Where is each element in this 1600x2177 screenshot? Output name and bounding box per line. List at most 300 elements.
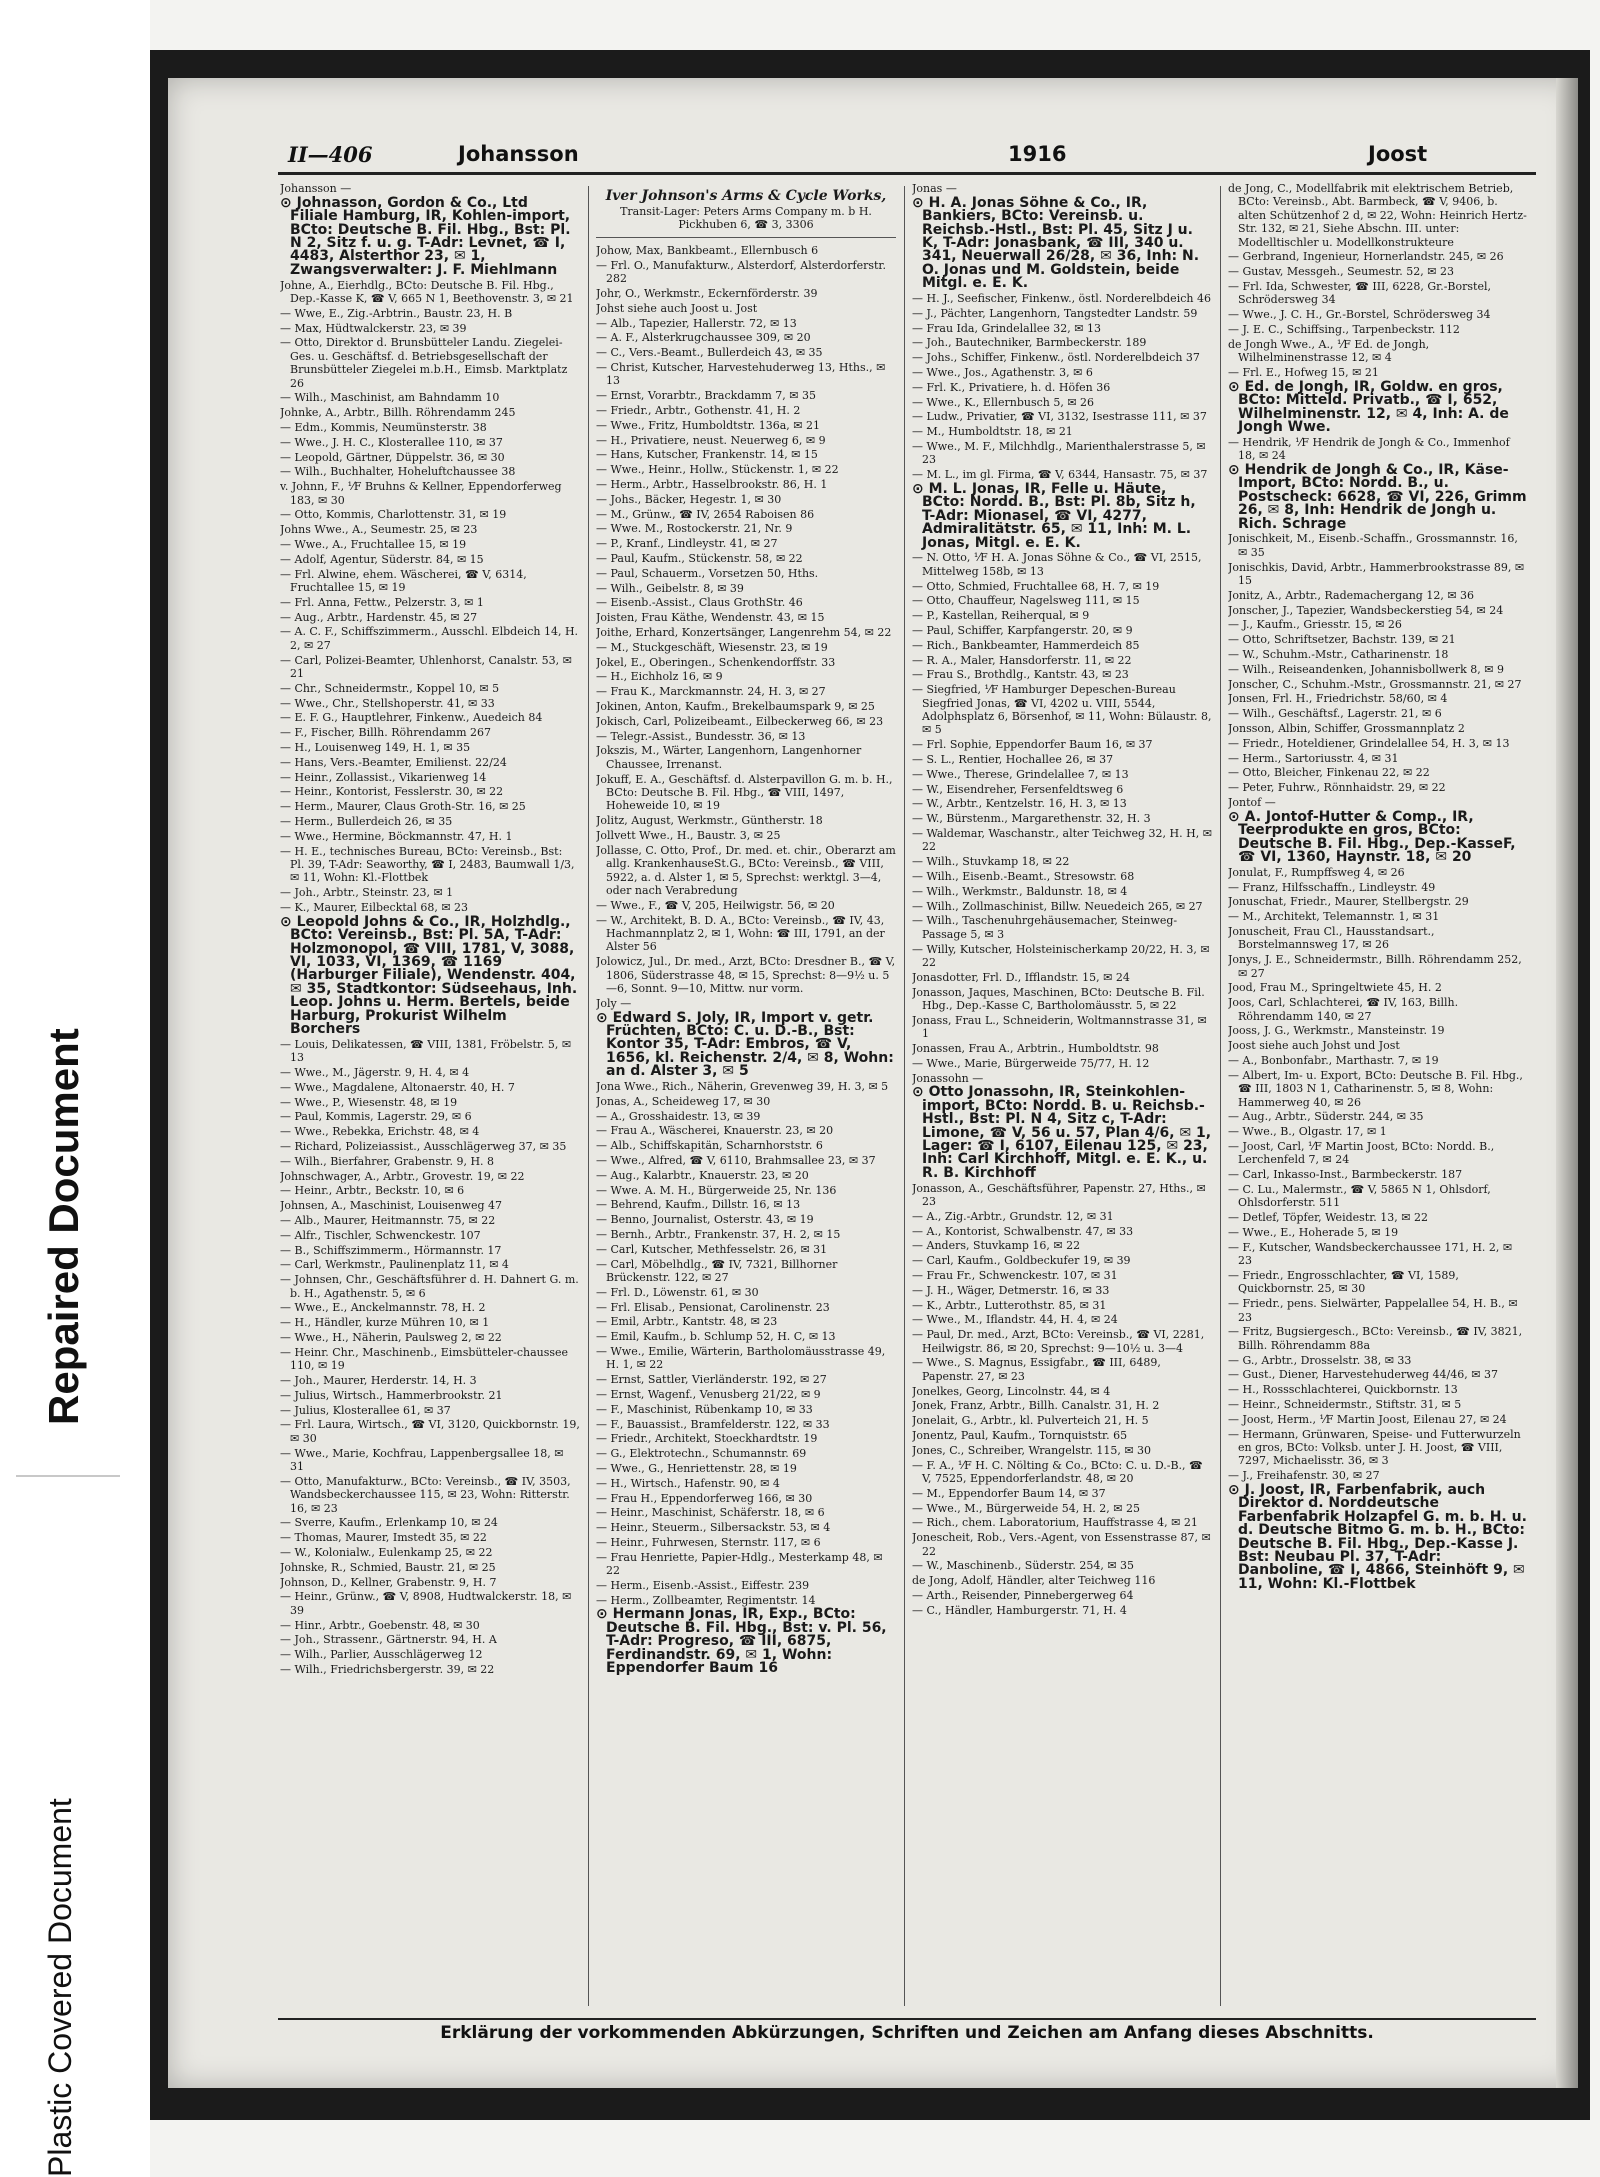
directory-entry: — Wwe., Fritz, Humboldtstr. 136a, ✉ 21 [596, 418, 820, 432]
directory-entry: Jonassohn — [912, 1071, 984, 1085]
directory-entry: — Julius, Klosterallee 61, ✉ 37 [280, 1403, 451, 1417]
directory-entry: — Gustav, Messgeh., Seumestr. 52, ✉ 23 [1228, 265, 1454, 279]
repaired-document-label: Repaired Document [40, 1028, 87, 1425]
directory-entry: Jonek, Franz, Arbtr., Billh. Canalstr. 31, H. 2 [912, 1399, 1160, 1413]
directory-entry: — J. H., Wäger, Detmerstr. 16, ✉ 33 [912, 1283, 1110, 1297]
plastic-word: Plastic [42, 2082, 78, 2177]
directory-entry: ⊙ Hendrik de Jongh & Co., IR, Käse-Import, BCto: Nordd. B., u. Postscheck: 6628, ☎ VI, 226, Grimm 26, ✉ 8, Inh: Hendrik de Jongh u. Rich. Schrage [1228, 462, 1527, 532]
directory-entry: — Frl. D., Löwenstr. 61, ✉ 30 [596, 1285, 759, 1299]
directory-entry: ⊙ Hermann Jonas, IR, Exp., BCto: Deutsche B. Fil. Hbg., Bst: v. Pl. 56, T-Adr: Progreso, ☎ III, 6875, Ferdinandstr. 69, ✉ 1, Wohn: Eppendorfer Baum 16 [596, 1606, 887, 1677]
directory-entry: — Hans, Vers.-Beamter, Emilienst. 22/24 [280, 755, 507, 769]
directory-entry: — G., Elektrotechn., Schumannstr. 69 [596, 1447, 807, 1461]
directory-entry: — Wwe., G., Henriettenstr. 28, ✉ 19 [596, 1461, 797, 1475]
directory-entry: — Wilh., Buchhalter, Hoheluftchaussee 38 [280, 465, 516, 479]
directory-entry: — Wilh., Geibelstr. 8, ✉ 39 [596, 581, 744, 595]
column-separator [588, 186, 589, 2006]
directory-entry: Jonasson, A., Geschäftsführer, Papenstr. 27, Hths., ✉ 23 [912, 1181, 1206, 1209]
directory-entry: — Franz, Hilfsschaffn., Lindleystr. 49 [1228, 880, 1436, 894]
directory-entry: Johne, A., Eierhdlg., BCto: Deutsche B. Fil. Hbg., Dep.-Kasse K, ☎ V, 665 N 1, Beethovenstr. 3, ✉ 21 [280, 278, 574, 306]
directory-entry: Jooss, J. G., Werkmstr., Mansteinstr. 19 [1228, 1024, 1445, 1038]
directory-entry: — F. A., ⅟F H. C. Nölting & Co., BCto: C. u. D.-B., ☎ V, 7525, Eppendorferlandstr. 48, ✉ 20 [912, 1458, 1203, 1485]
directory-entry: — H., Händler, kurze Mühren 10, ✉ 1 [280, 1316, 490, 1330]
directory-entry: — Wwe., Chr., Stellshoperstr. 41, ✉ 33 [280, 696, 495, 710]
directory-entry: — Aug., Arbtr., Hardenstr. 45, ✉ 27 [280, 610, 478, 624]
directory-entry: — Joh., Strassenr., Gärtnerstr. 94, H. A [280, 1633, 497, 1647]
directory-entry: — Wwe., Alfred, ☎ V, 6110, Brahmsallee 23, ✉ 37 [596, 1153, 876, 1167]
directory-entry: — Heinr., Steuerm., Silbersackstr. 53, ✉ 4 [596, 1521, 831, 1535]
directory-entry: — Wwe., B., Olgastr. 17, ✉ 1 [1228, 1125, 1387, 1139]
directory-entry: — Wwe., S. Magnus, Essigfabr., ☎ III, 6489, Papenstr. 27, ✉ 23 [912, 1356, 1161, 1383]
directory-entry: — Wwe., Magdalene, Altonaerstr. 40, H. 7 [280, 1080, 515, 1094]
directory-entry: — M., Architekt, Telemannstr. 1, ✉ 31 [1228, 910, 1440, 924]
directory-entry: — Behrend, Kaufm., Dillstr. 16, ✉ 13 [596, 1198, 801, 1212]
directory-entry: — Fritz, Bugsiergesch., BCto: Vereinsb., ☎ IV, 3821, Billh. Röhrendamm 88a [1228, 1325, 1523, 1352]
directory-entry: — F., Fischer, Billh. Röhrendamm 267 [280, 726, 492, 740]
directory-entry: — Paul, Dr. med., Arzt, BCto: Vereinsb., ☎ VI, 2281, Heilwigstr. 86, ✉ 20, Sprechst: 9—10½ u. 3—4 [912, 1328, 1205, 1355]
directory-entry: — Carl, Kutscher, Methfesselstr. 26, ✉ 31 [596, 1242, 828, 1256]
directory-entry: — Wwe., M., Bürgerweide 54, H. 2, ✉ 25 [912, 1501, 1140, 1515]
directory-entry: — W., Arbtr., Kentzelstr. 16, H. 3, ✉ 13 [912, 797, 1127, 811]
directory-entry: — J., Kaufm., Griesstr. 15, ✉ 26 [1228, 618, 1402, 632]
directory-entry: Jokuff, E. A., Geschäftsf. d. Alsterpavillon G. m. b. H., BCto: Deutsche B. Fil. Hbg., ☎ VIII, 1497, Hoheweide 10, ✉ 19 [596, 772, 893, 813]
directory-entry: — W., Maschinenb., Süderstr. 254, ✉ 35 [912, 1559, 1135, 1573]
directory-entry: — Wilh., Geschäftsf., Lagerstr. 21, ✉ 6 [1228, 707, 1442, 721]
directory-entry: — Chr., Schneidermstr., Koppel 10, ✉ 5 [280, 681, 500, 695]
directory-entry: ⊙ Edward S. Joly, IR, Import v. getr. Früchten, BCto: C. u. D.-B., Bst: Kontor 35, T-Adr: Embros, ☎ V, 1656, kl. Reichenstr. 2/4, ✉ 8, Wohn: an d. Alster 3, ✉ 5 [596, 1009, 894, 1080]
directory-entry: — K., Maurer, Eilbecktal 68, ✉ 23 [280, 900, 469, 914]
directory-entry: — Wwe., Therese, Grindelallee 7, ✉ 13 [912, 767, 1129, 781]
directory-entry: — M. L., im gl. Firma, ☎ V, 6344, Hansastr. 75, ✉ 37 [912, 468, 1208, 482]
directory-entry: — Wilh., Maschinist, am Bahndamm 10 [280, 391, 500, 405]
directory-entry: v. Johnn, F., ⅟F Bruhns & Kellner, Eppendorferweg 183, ✉ 30 [280, 480, 562, 507]
directory-entry: — Willy, Kutscher, Holsteinischerkamp 20/22, H. 3, ✉ 22 [912, 942, 1210, 969]
directory-entry: — Frau Fr., Schwenckestr. 107, ✉ 31 [912, 1269, 1118, 1283]
directory-entry: — Johs., Bäcker, Hegestr. 1, ✉ 30 [596, 492, 782, 506]
directory-entry: — Heinr., Schneidermstr., Stiftstr. 31, ✉ 5 [1228, 1398, 1462, 1412]
directory-entry: — P., Kastellan, Reiherqual, ✉ 9 [912, 609, 1090, 623]
directory-columns [280, 182, 1535, 2014]
directory-entry: Johow, Max, Bankbeamt., Ellernbusch 6 [596, 244, 819, 257]
directory-entry: Jonassen, Frau A., Arbtrin., Humboldtstr. 98 [912, 1042, 1159, 1055]
directory-entry: Jonys, J. E., Schneidermstr., Billh. Röhrendamm 252, ✉ 27 [1228, 953, 1522, 980]
directory-entry: — Joh., Bautechniker, Barmbeckerstr. 189 [912, 336, 1147, 350]
directory-entry: — R. A., Maler, Hansdorferstr. 11, ✉ 22 [912, 653, 1132, 667]
directory-entry: — H., Eichholz 16, ✉ 9 [596, 670, 723, 684]
directory-entry: — Wwe., K., Ellernbusch 5, ✉ 26 [912, 395, 1095, 409]
directory-entry: — Wwe., E., Hoherade 5, ✉ 19 [1228, 1226, 1399, 1240]
column-separator [1220, 186, 1221, 2006]
directory-entry: — Wilh., Friedrichsbergerstr. 39, ✉ 22 [280, 1662, 495, 1676]
directory-entry: — Carl, Werkmstr., Paulinenplatz 11, ✉ 4 [280, 1258, 509, 1272]
directory-entry: — Wilh., Parlier, Ausschlägerweg 12 [280, 1648, 483, 1662]
directory-entry: — Eisenb.-Assist., Claus GrothStr. 46 [596, 596, 803, 610]
directory-entry: ⊙ Johnasson, Gordon & Co., Ltd Filiale Hamburg, IR, Kohlen-import, BCto: Deutsche B. Fil. Hbg., Bst: Pl. N 2, Sitz f. u. g. T-Adr: Levnet, ☎ I, 4483, Alsterthor 23, ✉ 1, Zwangsverwalter: J. F. Miehlmann [280, 194, 571, 278]
directory-entry: — Thomas, Maurer, Imstedt 35, ✉ 22 [280, 1531, 487, 1545]
directory-entry: — Hans, Kutscher, Frankenstr. 14, ✉ 15 [596, 448, 818, 462]
directory-entry: Jonischkeit, M., Eisenb.-Schaffn., Grossmannstr. 16, ✉ 35 [1228, 532, 1518, 559]
directory-entry: — Frl. Anna, Fettw., Pelzerstr. 3, ✉ 1 [280, 595, 484, 609]
directory-entry: — W., Kolonialw., Eulenkamp 25, ✉ 22 [280, 1545, 493, 1559]
directory-entry: — Wwe., P., Wiesenstr. 48, ✉ 19 [280, 1095, 458, 1109]
directory-entry: — Gust., Diener, Harvestehuderweg 44/46, ✉ 37 [1228, 1368, 1498, 1382]
directory-entry: Jonsson, Albin, Schiffer, Grossmannplatz 2 [1228, 722, 1465, 736]
directory-entry: — Otto, Chauffeur, Nagelsweg 111, ✉ 15 [912, 594, 1140, 608]
directory-entry: Jonescheit, Rob., Vers.-Agent, von Essenstrasse 87, ✉ 22 [912, 1531, 1211, 1558]
directory-entry: — Herm., Zollbeamter, Regimentstr. 14 [596, 1593, 816, 1607]
directory-entry: — B., Schiffszimmerm., Hörmannstr. 17 [280, 1243, 502, 1257]
directory-entry: — Wwe., Heinr., Hollw., Stückenstr. 1, ✉ 22 [596, 463, 839, 477]
directory-entry: — Sverre, Kaufm., Erlenkamp 10, ✉ 24 [280, 1516, 498, 1530]
directory-entry: — Wilh., Reiseandenken, Johannisbollwerk 8, ✉ 9 [1228, 662, 1504, 676]
directory-entry: — Peter, Fuhrw., Rönnhaidstr. 29, ✉ 22 [1228, 781, 1446, 795]
directory-entry: — Frau S., Brothdlg., Kantstr. 43, ✉ 23 [912, 668, 1129, 682]
directory-entry: Jokel, E., Oberingen., Schenkendorffstr. 33 [596, 655, 836, 669]
directory-entry: — Johnsen, Chr., Geschäftsführer d. H. Dahnert G. m. b. H., Agathenstr. 5, ✉ 6 [280, 1273, 579, 1300]
directory-entry: — Wwe., F., ☎ V, 205, Heilwigstr. 56, ✉ 20 [596, 898, 835, 912]
directory-entry: — Wwe., J. H. C., Klosterallee 110, ✉ 37 [280, 435, 503, 449]
directory-entry: — Heinr., Grünw., ☎ V, 8908, Hudtwalckerstr. 18, ✉ 39 [280, 1590, 572, 1617]
directory-entry: — Carl, Inkasso-Inst., Barmbeckerstr. 187 [1228, 1168, 1463, 1182]
directory-entry: Jonitz, A., Arbtr., Rademachergang 12, ✉ 36 [1228, 588, 1475, 602]
column-1 [280, 182, 580, 2014]
ad-text: Transit-Lager: Peters Arms Company m. b H. Pickhuben 6, ☎ 3, 3306 [620, 205, 872, 231]
directory-entry: ⊙ H. A. Jonas Söhne & Co., IR, Bankiers, BCto: Vereinsb. u. Reichsb.-Hstl., Bst: Pl. 45, Sitz J u. K, T-Adr: Jonasbank, ☎ III, 340 u. 341, Neuerwall 26/28, ✉ 36, Inh: N. O. Jonas und M. Goldstein, beide Mitgl. e. E. K. [912, 194, 1200, 292]
directory-entry: — C., Vers.-Beamt., Bullerdeich 43, ✉ 35 [596, 346, 823, 360]
directory-entry: — M., Stuckgeschäft, Wiesenstr. 23, ✉ 19 [596, 640, 828, 654]
directory-entry: — J., Freihafenstr. 30, ✉ 27 [1228, 1469, 1380, 1483]
directory-entry: — Wwe, E., Zig.-Arbtrin., Baustr. 23, H. B [280, 306, 513, 320]
directory-entry: — Julius, Wirtsch., Hammerbrookstr. 21 [280, 1388, 503, 1402]
directory-entry: Jonsen, Frl. H., Friedrichstr. 58/60, ✉ 4 [1228, 692, 1448, 706]
directory-entry: — Friedr., Hoteldiener, Grindelallee 54, H. 3, ✉ 13 [1228, 736, 1510, 750]
directory-entry: — Joost, Herm., ⅟F Martin Joost, Eilenau 27, ✉ 24 [1228, 1412, 1507, 1426]
directory-entry: Jonischkis, David, Arbtr., Hammerbrookstrasse 89, ✉ 15 [1228, 560, 1525, 588]
directory-entry: — Alb., Maurer, Heitmannstr. 75, ✉ 22 [280, 1214, 496, 1227]
directory-entry: — Heinr., Kontorist, Fesslerstr. 30, ✉ 22 [280, 785, 504, 799]
directory-entry: — Otto, Bleicher, Finkenau 22, ✉ 22 [1228, 766, 1430, 780]
directory-entry: — Ludw., Privatier, ☎ VI, 3132, Isestrasse 111, ✉ 37 [912, 410, 1207, 424]
directory-entry: — Joh., Arbtr., Steinstr. 23, ✉ 1 [280, 886, 454, 900]
directory-entry: Jonas — [912, 182, 957, 195]
directory-entry: — Carl, Polizei-Beamter, Uhlenhorst, Canalstr. 53, ✉ 21 [280, 653, 572, 681]
directory-entry: Jollvett Wwe., H., Baustr. 3, ✉ 25 [596, 828, 781, 842]
column-separator [904, 186, 905, 2006]
directory-entry: — Wwe., H., Näherin, Paulsweg 2, ✉ 22 [280, 1330, 502, 1344]
directory-entry: — Emil, Kaufm., b. Schlump 52, H. C, ✉ 13 [596, 1330, 836, 1344]
directory-entry: — H., Rossschlachterei, Quickbornstr. 13 [1228, 1383, 1458, 1397]
footer-rule [278, 2018, 1536, 2020]
directory-entry: — Albert, Im- u. Export, BCto: Deutsche B. Fil. Hbg., ☎ III, 1803 N 1, Catharinenstr. 5, ✉ 8, Wohn: Hammerweg 40, ✉ 26 [1228, 1068, 1523, 1109]
directory-entry: Johansson — [280, 182, 352, 195]
directory-entry: — J. E. C., Schiffsing., Tarpenbeckstr. 112 [1228, 323, 1460, 337]
directory-entry: — Frl. Sophie, Eppendorfer Baum 16, ✉ 37 [912, 738, 1153, 752]
directory-entry: — K., Arbtr., Lutterothstr. 85, ✉ 31 [912, 1298, 1107, 1312]
directory-entry: — Paul, Kommis, Lagerstr. 29, ✉ 6 [280, 1110, 472, 1124]
directory-entry: — Wilh., Werkmstr., Baldunstr. 18, ✉ 4 [912, 884, 1128, 898]
directory-entry: — Joh., Maurer, Herderstr. 14, H. 3 [280, 1373, 477, 1387]
directory-entry: Jood, Frau M., Springeltwiete 45, H. 2 [1228, 981, 1442, 995]
directory-entry: — Detlef, Töpfer, Weidestr. 13, ✉ 22 [1228, 1211, 1428, 1225]
directory-entry: Jones, C., Schreiber, Wrangelstr. 115, ✉ 30 [912, 1443, 1152, 1457]
directory-entry: — W., Schuhm.-Mstr., Catharinenstr. 18 [1228, 648, 1449, 662]
directory-entry: — Waldemar, Waschanstr., alter Teichweg 32, H. H, ✉ 22 [912, 827, 1212, 854]
ad-title: Iver Johnson's Arms & Cycle Works, [605, 188, 887, 204]
directory-entry: — M., Humboldtstr. 18, ✉ 21 [912, 425, 1073, 439]
directory-entry: Jonuscheit, Frau Cl., Hausstandsart., Borstelmannsweg 17, ✉ 26 [1228, 925, 1435, 952]
directory-entry: — Gerbrand, Ingenieur, Hornerlandstr. 245, ✉ 26 [1228, 250, 1504, 264]
directory-entry: — Frl. O., Manufakturw., Alsterdorf, Alsterdorferstr. 282 [596, 258, 886, 286]
directory-entry: — Friedr., Arbtr., Gothenstr. 41, H. 2 [596, 403, 801, 417]
directory-entry: — Bernh., Arbtr., Frankenstr. 37, H. 2, ✉ 15 [596, 1227, 841, 1241]
directory-entry: Johnke, A., Arbtr., Billh. Röhrendamm 245 [280, 406, 516, 420]
directory-entry: — Leopold, Gärtner, Düppelstr. 36, ✉ 30 [280, 450, 505, 464]
directory-entry: Johnske, R., Schmied, Baustr. 21, ✉ 25 [280, 1560, 496, 1574]
directory-entry: — Wwe., Marie, Kochfrau, Lappenbergsallee 18, ✉ 31 [280, 1446, 564, 1473]
directory-entry: — Heinr., Arbtr., Beckstr. 10, ✉ 6 [280, 1184, 465, 1198]
directory-entry: — Wwe., A., Fruchtallee 15, ✉ 19 [280, 538, 467, 552]
directory-entry: Jonas, A., Scheideweg 17, ✉ 30 [596, 1094, 771, 1108]
directory-entry: — Herm., Maurer, Claus Groth-Str. 16, ✉ 25 [280, 800, 526, 814]
directory-entry: — Herm., Bullerdeich 26, ✉ 35 [280, 814, 453, 828]
directory-entry: — Heinr., Zollassist., Vikarienweg 14 [280, 770, 487, 784]
directory-entry: — Frl. Laura, Wirtsch., ☎ VI, 3120, Quickbornstr. 19, ✉ 30 [280, 1418, 580, 1445]
column-2 [596, 182, 896, 2014]
directory-entry: — Frl. Alwine, ehem. Wäscherei, ☎ V, 6314, Fruchtallee 15, ✉ 19 [280, 567, 527, 595]
directory-entry: — Wwe., Jos., Agathenstr. 3, ✉ 6 [912, 366, 1093, 380]
header-first-name: Johansson [458, 142, 579, 166]
directory-entry: — A., Zig.-Arbtr., Grundstr. 12, ✉ 31 [912, 1209, 1114, 1223]
column-4 [1228, 182, 1528, 2014]
directory-entry: — Herm., Arbtr., Hasselbrookstr. 86, H. 1 [596, 477, 828, 491]
directory-entry: — Paul, Schauerm., Vorsetzen 50, Hths. [596, 566, 819, 580]
directory-entry: — Rich., Bankbeamter, Hammerdeich 85 [912, 638, 1140, 652]
directory-entry: — Alb., Tapezier, Hallerstr. 72, ✉ 13 [596, 316, 797, 330]
directory-entry: — Paul, Schiffer, Karpfangerstr. 20, ✉ 9 [912, 624, 1133, 638]
header-rule [278, 172, 1536, 175]
directory-entry: — M., Grünw., ☎ IV, 2654 Raboisen 86 [596, 507, 815, 521]
directory-entry: Johst siehe auch Joost u. Jost [596, 301, 758, 315]
directory-entry: — Wwe., Marie, Bürgerweide 75/77, H. 12 [912, 1056, 1150, 1070]
directory-entry: — Wwe., M., Jägerstr. 9, H. 4, ✉ 4 [280, 1066, 470, 1080]
directory-entry: — A. C. F., Schiffszimmerm., Ausschl. Elbdeich 14, H. 2, ✉ 27 [280, 625, 579, 652]
directory-entry: — Aug., Kalarbtr., Knauerstr. 23, ✉ 20 [596, 1168, 809, 1182]
directory-entry: ⊙ Ed. de Jongh, IR, Goldw. en gros, BCto: Mitteld. Privatb., ☎ I, 652, Wilhelminenstr. 12, ✉ 4, Inh: A. de Jongh Wwe. [1228, 378, 1509, 436]
page-number: II—406 [288, 142, 373, 167]
directory-entry: — Heinr., Fuhrwesen, Sternstr. 117, ✉ 6 [596, 1535, 821, 1549]
directory-entry: Jonelkes, Georg, Lincolnstr. 44, ✉ 4 [912, 1384, 1111, 1398]
directory-entry: ⊙ Otto Jonassohn, IR, Steinkohlen-import, BCto: Nordd. B. u. Reichsb.-Hstl., Bst: Pl. N 4, Sitz c, T-Adr: Limone, ☎ V, 56 u. 57, Plan 4/6, ✉ 1, Lager: ☎ I, 6107, Eilenau 125, ✉ 23, Inh: Carl Kirchhoff, Mitgl. e. E. K., u. R. B. Kirchhoff [912, 1084, 1212, 1181]
directory-entry: ⊙ A. Jontof-Hutter & Comp., IR, Teerprodukte en gros, BCto: Deutsche B. Fil. Hbg., Dep.-KasseF, ☎ VI, 1360, Haynstr. 18, ✉ 20 [1228, 808, 1516, 866]
directory-entry: — H., Wirtsch., Hafenstr. 90, ✉ 4 [596, 1476, 780, 1490]
directory-entry: — A., Grosshaidestr. 13, ✉ 39 [596, 1109, 761, 1123]
directory-entry: Jonentz, Paul, Kaufm., Tornquiststr. 65 [912, 1429, 1128, 1442]
ad-box [596, 184, 896, 238]
directory-entry: — Wwe. M., Rostockerstr. 21, Nr. 9 [596, 522, 793, 536]
directory-entry: — J., Pächter, Langenhorn, Tangstedter Landstr. 59 [912, 306, 1198, 320]
directory-entry: — Christ, Kutscher, Harvestehuderweg 13, Hths., ✉ 13 [596, 360, 886, 388]
directory-entry: — Wwe., M., Iflandstr. 44, H. 4, ✉ 24 [912, 1313, 1118, 1327]
directory-entry: — Frau K., Marckmannstr. 24, H. 3, ✉ 27 [596, 685, 826, 699]
directory-entry: Joos, Carl, Schlachterei, ☎ IV, 163, Billh. Röhrendamm 140, ✉ 27 [1228, 996, 1459, 1023]
directory-entry: — Wwe., Hermine, Böckmannstr. 47, H. 1 [280, 829, 513, 843]
directory-entry: — H., Privatiere, neust. Neuerweg 6, ✉ 9 [596, 433, 826, 447]
directory-entry: — Hermann, Grünwaren, Speise- und Futterwurzeln en gros, BCto: Volksb. unter J. H. Joost, ☎ VIII, 7297, Michaelisstr. 36, ✉ 3 [1228, 1427, 1521, 1468]
directory-entry: — Arth., Reisender, Pinnebergerweg 64 [912, 1588, 1134, 1602]
directory-entry: — Wilh., Zollmaschinist, Billw. Neuedeich 265, ✉ 27 [912, 899, 1203, 913]
directory-entry: Johr, O., Werkmstr., Eckernförderstr. 39 [596, 287, 818, 300]
directory-entry: — Richard, Polizeiassist., Ausschlägerweg 37, ✉ 35 [280, 1140, 567, 1154]
directory-entry: Jona Wwe., Rich., Näherin, Grevenweg 39, H. 3, ✉ 5 [596, 1079, 889, 1093]
label-divider [16, 1475, 120, 1477]
directory-entry: Johns Wwe., A., Seumestr. 25, ✉ 23 [280, 523, 478, 537]
header-year: 1916 [1008, 142, 1067, 166]
directory-entry: — A. F., Alsterkrugchaussee 309, ✉ 20 [596, 331, 811, 345]
directory-entry: — Carl, Kaufm., Goldbeckufer 19, ✉ 39 [912, 1254, 1131, 1268]
directory-entry: — A., Kontorist, Schwalbenstr. 47, ✉ 33 [912, 1224, 1134, 1238]
directory-entry: — Wilh., Eisenb.-Beamt., Stresowstr. 68 [912, 870, 1135, 883]
directory-entry: — Frl. Ida, Schwester, ☎ III, 6228, Gr.-Borstel, Schrödersweg 34 [1228, 280, 1491, 307]
directory-entry: — Otto, Schmied, Fruchtallee 68, H. 7, ✉ 19 [912, 579, 1160, 593]
directory-entry: — F., Bauassist., Bramfelderstr. 122, ✉ 33 [596, 1417, 830, 1431]
directory-entry: Jontof — [1228, 796, 1276, 810]
directory-entry: Joost siehe auch Johst und Jost [1228, 1039, 1400, 1053]
page-edge [1556, 78, 1578, 2088]
directory-entry: Johnsen, A., Maschinist, Louisenweg 47 [280, 1199, 502, 1213]
directory-entry: ⊙ M. L. Jonas, IR, Felle u. Häute, BCto: Nordd. B., Bst: Pl. 8b, Sitz h, T-Adr: Mionasel, ☎ VI, 4277, Admiralitätstr. 65, ✉ 11, Inh: M. L. Jonas, Mitgl. e. E. K. [912, 481, 1196, 551]
directory-entry: Joisten, Frau Käthe, Wendenstr. 43, ✉ 15 [596, 611, 825, 625]
directory-entry: — M., Eppendorfer Baum 14, ✉ 37 [912, 1486, 1106, 1500]
directory-entry: — E. F. G., Hauptlehrer, Finkenw., Auedeich 84 [280, 711, 543, 725]
covered-document-text: Covered Document [42, 1798, 78, 2074]
directory-entry: — Herm., Sartoriusstr. 4, ✉ 31 [1228, 751, 1399, 765]
directory-entry: Jokszis, M., Wärter, Langenhorn, Langenhorner Chaussee, Irrenanst. [596, 744, 862, 771]
directory-entry: — Otto, Kommis, Charlottenstr. 31, ✉ 19 [280, 508, 507, 522]
directory-entry: — Hendrik, ⅟F Hendrik de Jongh & Co., Immenhof 18, ✉ 24 [1228, 435, 1510, 463]
directory-entry: Jonulat, F., Rumpffsweg 4, ✉ 26 [1228, 865, 1405, 879]
directory-entry: — Wwe., J. C. H., Gr.-Borstel, Schrödersweg 34 [1228, 308, 1491, 322]
directory-entry: — C., Händler, Hamburgerstr. 71, H. 4 [912, 1603, 1127, 1617]
directory-entry: Jollasse, C. Otto, Prof., Dr. med. et. chir., Oberarzt am allg. KrankenhauseSt.G., BCto: Vereinsb., ☎ VIII, 5922, a. d. Alster 1, ✉ 5, Sprechst: werktgl. 3—4, oder nach Verabredung [596, 843, 896, 897]
directory-entry: — Frau Ida, Grindelallee 32, ✉ 13 [912, 321, 1101, 335]
directory-entry: — Friedr., Engrosschlachter, ☎ VI, 1589, Quickbornstr. 25, ✉ 30 [1228, 1269, 1459, 1296]
directory-entry: — Wwe., E., Anckelmannstr. 78, H. 2 [280, 1301, 486, 1315]
directory-entry: — Ernst, Sattler, Vierländerstr. 192, ✉ 27 [596, 1373, 827, 1387]
directory-entry: de Jong, C., Modellfabrik mit elektrischem Betrieb, BCto: Vereinsb., Abt. Barmbeck, ☎ V, 9406, b. alten Schützenhof 2 d, ✉ 22, Wohn: Heinrich Hertz-Str. 132, ✉ 21, Siehe Abschn. III. unter: Modelltischler u. Modellkonstrukteure [1228, 182, 1527, 249]
directory-entry: — Alb., Schiffskapitän, Scharnhorststr. 6 [596, 1139, 823, 1153]
directory-entry: — Friedr., pens. Sielwärter, Pappelallee 54, H. B., ✉ 23 [1228, 1297, 1518, 1324]
directory-entry: — Hinr., Arbtr., Goebenstr. 48, ✉ 30 [280, 1618, 480, 1632]
directory-entry: — W., Architekt, B. D. A., BCto: Vereinsb., ☎ IV, 43, Hachmannplatz 2, ✉ 1, Wohn: ☎ III, 1791, an der Alster 56 [596, 913, 885, 954]
directory-entry: — Frau A., Wäscherei, Knauerstr. 23, ✉ 20 [596, 1124, 834, 1138]
directory-entry: — Paul, Kaufm., Stückenstr. 58, ✉ 22 [596, 551, 803, 565]
directory-entry: — Max, Hüdtwalckerstr. 23, ✉ 39 [280, 321, 467, 335]
directory-entry: Jonass, Frau L., Schneiderin, Woltmannstrasse 31, ✉ 1 [912, 1013, 1207, 1041]
covered-document-label [42, 1798, 79, 2177]
directory-entry: — Wilh., Bierfahrer, Grabenstr. 9, H. 8 [280, 1154, 495, 1168]
directory-entry: — H., Louisenweg 149, H. 1, ✉ 35 [280, 741, 471, 754]
directory-entry: — Wwe., Emilie, Wärterin, Bartholomäusstrasse 49, H. 1, ✉ 22 [596, 1344, 886, 1372]
side-label-strip [0, 0, 150, 2177]
directory-entry: — F., Kutscher, Wandsbeckerchaussee 171, H. 2, ✉ 23 [1228, 1240, 1513, 1268]
directory-entry: Jonasdotter, Frl. D., Ifflandstr. 15, ✉ 24 [912, 970, 1130, 984]
directory-entry: — Wwe., M. F., Milchhdlg., Marienthalerstrasse 5, ✉ 23 [912, 440, 1206, 467]
directory-entry: Jokinen, Anton, Kaufm., Brekelbaumspark 9, ✉ 25 [596, 699, 875, 713]
directory-entry: — Rich., chem. Laboratorium, Hauffstrasse 4, ✉ 21 [912, 1516, 1198, 1530]
directory-entry: de Jongh Wwe., A., ⅟F Ed. de Jongh, Wilhelminenstrasse 12, ✉ 4 [1228, 337, 1430, 365]
directory-entry: Jolowicz, Jul., Dr. med., Arzt, BCto: Dresdner B., ☎ V, 1806, Süderstrasse 48, ✉ 15, Sprechst: 8—9½ u. 5—6, Sonnt. 9—10, Mittw. nur vorm. [596, 955, 896, 995]
directory-entry: Johnson, D., Kellner, Grabenstr. 9, H. 7 [280, 1575, 497, 1589]
directory-entry: — S. L., Rentier, Hochallee 26, ✉ 37 [912, 753, 1114, 767]
directory-entry: — Aug., Arbtr., Süderstr. 244, ✉ 35 [1228, 1110, 1424, 1124]
footer-note: Erklärung der vorkommenden Abkürzungen, Schriften und Zeichen am Anfang dieses Abschnitts. [440, 2023, 1374, 2043]
directory-entry: — Wwe., Rebekka, Erichstr. 48, ✉ 4 [280, 1125, 480, 1139]
directory-entry: Jolitz, August, Werkmstr., Güntherstr. 18 [596, 814, 823, 828]
directory-entry: — Wwe. A. M. H., Bürgerweide 25, Nr. 136 [596, 1183, 837, 1197]
directory-entry: — W., Eisendreher, Fersenfeldtsweg 6 [912, 782, 1124, 796]
directory-entry: — Ernst, Vorarbtr., Brackdamm 7, ✉ 35 [596, 389, 816, 403]
directory-entry: — Siegfried, ⅟F Hamburger Depeschen-Bureau Siegfried Jonas, ☎ VI, 4202 u. VIII, 5544, Adolphsplatz 6, Börsenhof, ✉ 11, Wohn: Bülaustr. 8, ✉ 5 [912, 683, 1212, 737]
directory-entry: — G., Arbtr., Drosselstr. 38, ✉ 33 [1228, 1353, 1412, 1367]
directory-entry: — Otto, Schriftsetzer, Bachstr. 139, ✉ 21 [1228, 633, 1456, 647]
directory-entry: — Louis, Delikatessen, ☎ VIII, 1381, Fröbelstr. 5, ✉ 13 [280, 1037, 572, 1065]
directory-entry: — Joost, Carl, ⅟F Martin Joost, BCto: Nordd. B., Lerchenfeld 7, ✉ 24 [1228, 1140, 1495, 1167]
directory-entry: — Frl. Elisab., Pensionat, Carolinenstr. 23 [596, 1300, 830, 1314]
directory-entry: Joithe, Erhard, Konzertsänger, Langenrehm 54, ✉ 22 [596, 625, 892, 639]
directory-entry: — Heinr. Chr., Maschinenb., Eimsbütteler-chaussee 110, ✉ 19 [280, 1345, 569, 1373]
directory-entry: — Alfr., Tischler, Schwenckestr. 107 [280, 1228, 481, 1242]
directory-entry: — Benno, Journalist, Osterstr. 43, ✉ 19 [596, 1213, 814, 1227]
directory-entry: ⊙ Leopold Johns & Co., IR, Holzhdlg., BCto: Vereinsb., Bst: Pl. 5A, T-Adr: Holzmonopol, ☎ VIII, 1781, V, 3088, VI, 1033, VI, 1369, ☎ 1169 (Harburger Filiale), Wendenstr. 404, ✉ 35, Stadtkontor: Südseehaus, Inh. Leop. Johns u. Herm. Bertels, beide Harburg, Prokurist Wilhelm Borchers [280, 913, 578, 1038]
directory-entry: — Edm., Kommis, Neumünsterstr. 38 [280, 421, 487, 435]
directory-entry: — Telegr.-Assist., Bundesstr. 36, ✉ 13 [596, 729, 806, 743]
directory-entry: — Friedr., Architekt, Stoeckhardtstr. 19 [596, 1432, 818, 1446]
directory-entry: — Herm., Eisenb.-Assist., Eiffestr. 239 [596, 1578, 810, 1592]
directory-entry: Johnschwager, A., Arbtr., Grovestr. 19, ✉ 22 [280, 1169, 525, 1183]
directory-entry: — Johs., Schiffer, Finkenw., östl. Norderelbdeich 37 [912, 351, 1200, 365]
directory-entry: — Emil, Arbtr., Kantstr. 48, ✉ 23 [596, 1315, 778, 1329]
directory-entry: — F., Maschinist, Rübenkamp 10, ✉ 33 [596, 1402, 813, 1416]
directory-entry: — Ernst, Wagenf., Venusberg 21/22, ✉ 9 [596, 1387, 821, 1401]
directory-entry: — A., Bonbonfabr., Marthastr. 7, ✉ 19 [1228, 1054, 1439, 1068]
directory-entry: — W., Bürstenm., Margarethenstr. 32, H. 3 [912, 812, 1151, 826]
directory-entry: — Frl. K., Privatiere, h. d. Höfen 36 [912, 380, 1111, 394]
directory-entry: — Carl, Möbelhdlg., ☎ IV, 7321, Billhorner Brückenstr. 122, ✉ 27 [596, 1257, 838, 1284]
directory-entry: — Otto, Direktor d. Brunsbütteler Landu. Ziegelei-Ges. u. Geschäftsf. d. Betriebsgesellschaft der Brunsbütteler Ziegelei m.b.H., Eimsb. Marktplatz 26 [280, 336, 568, 390]
directory-entry: — Frau Henriette, Papier-Hdlg., Mesterkamp 48, ✉ 22 [596, 1550, 883, 1578]
directory-entry: — Adolf, Agentur, Süderstr. 84, ✉ 15 [280, 552, 484, 566]
directory-entry: — Frau H., Eppendorferweg 166, ✉ 30 [596, 1491, 813, 1505]
directory-entry: — N. Otto, ⅟F H. A. Jonas Söhne & Co., ☎ VI, 2515, Mittelweg 158b, ✉ 13 [912, 551, 1202, 578]
directory-entry: — H. E., technisches Bureau, BCto: Vereinsb., Bst: Pl. 39, T-Adr: Seaworthy, ☎ I, 2483, Baumwall 1/3, ✉ 11, Wohn: Kl.-Flottbek [280, 844, 575, 885]
directory-entry: — Wilh., Stuvkamp 18, ✉ 22 [912, 855, 1070, 869]
directory-entry: ⊙ J. Joost, IR, Farbenfabrik, auch Direktor d. Norddeutsche Farbenfabrik Holzapfel G. m. b. H. u. d. Deutsche Bitmo G. m. b. H., BCto: Deutsche B. Fil. Hbg., Dep.-Kasse J. Bst: Neubau Pl. 37, T-Adr: Danboline, ☎ I, 4866, Steinhöft 9, ✉ 11, Wohn: Kl.-Flottbek [1228, 1482, 1527, 1592]
directory-entry: — Otto, Manufakturw., BCto: Vereinsb., ☎ IV, 3503, Wandsbeckerchaussee 115, ✉ 23, Wohn: Ritterstr. 16, ✉ 23 [280, 1474, 571, 1515]
directory-entry: — Frl. E., Hofweg 15, ✉ 21 [1228, 366, 1379, 380]
directory-entry: de Jong, Adolf, Händler, alter Teichweg 116 [912, 1574, 1156, 1588]
column-3 [912, 182, 1212, 2014]
directory-entry: Joly — [596, 996, 632, 1010]
directory-page [168, 78, 1578, 2088]
directory-entry: Jonuschat, Friedr., Maurer, Stellbergstr. 29 [1228, 895, 1469, 909]
directory-entry: — P., Kranf., Lindleystr. 41, ✉ 27 [596, 537, 778, 551]
directory-entry: — C. Lu., Malermstr., ☎ V, 5865 N 1, Ohlsdorf, Ohlsdorferstr. 511 [1228, 1183, 1491, 1210]
directory-entry: — H. J., Seefischer, Finkenw., östl. Norderelbdeich 46 [912, 292, 1211, 306]
directory-entry: Jokisch, Carl, Polizeibeamt., Eilbeckerweg 66, ✉ 23 [596, 714, 884, 728]
header-last-name: Joost [1368, 142, 1428, 166]
directory-entry: Jonelait, G., Arbtr., kl. Pulverteich 21, H. 5 [912, 1414, 1149, 1428]
directory-entry: — Anders, Stuvkamp 16, ✉ 22 [912, 1239, 1081, 1253]
directory-entry: — Wilh., Taschenuhrgehäusemacher, Steinweg-Passage 5, ✉ 3 [912, 914, 1178, 941]
